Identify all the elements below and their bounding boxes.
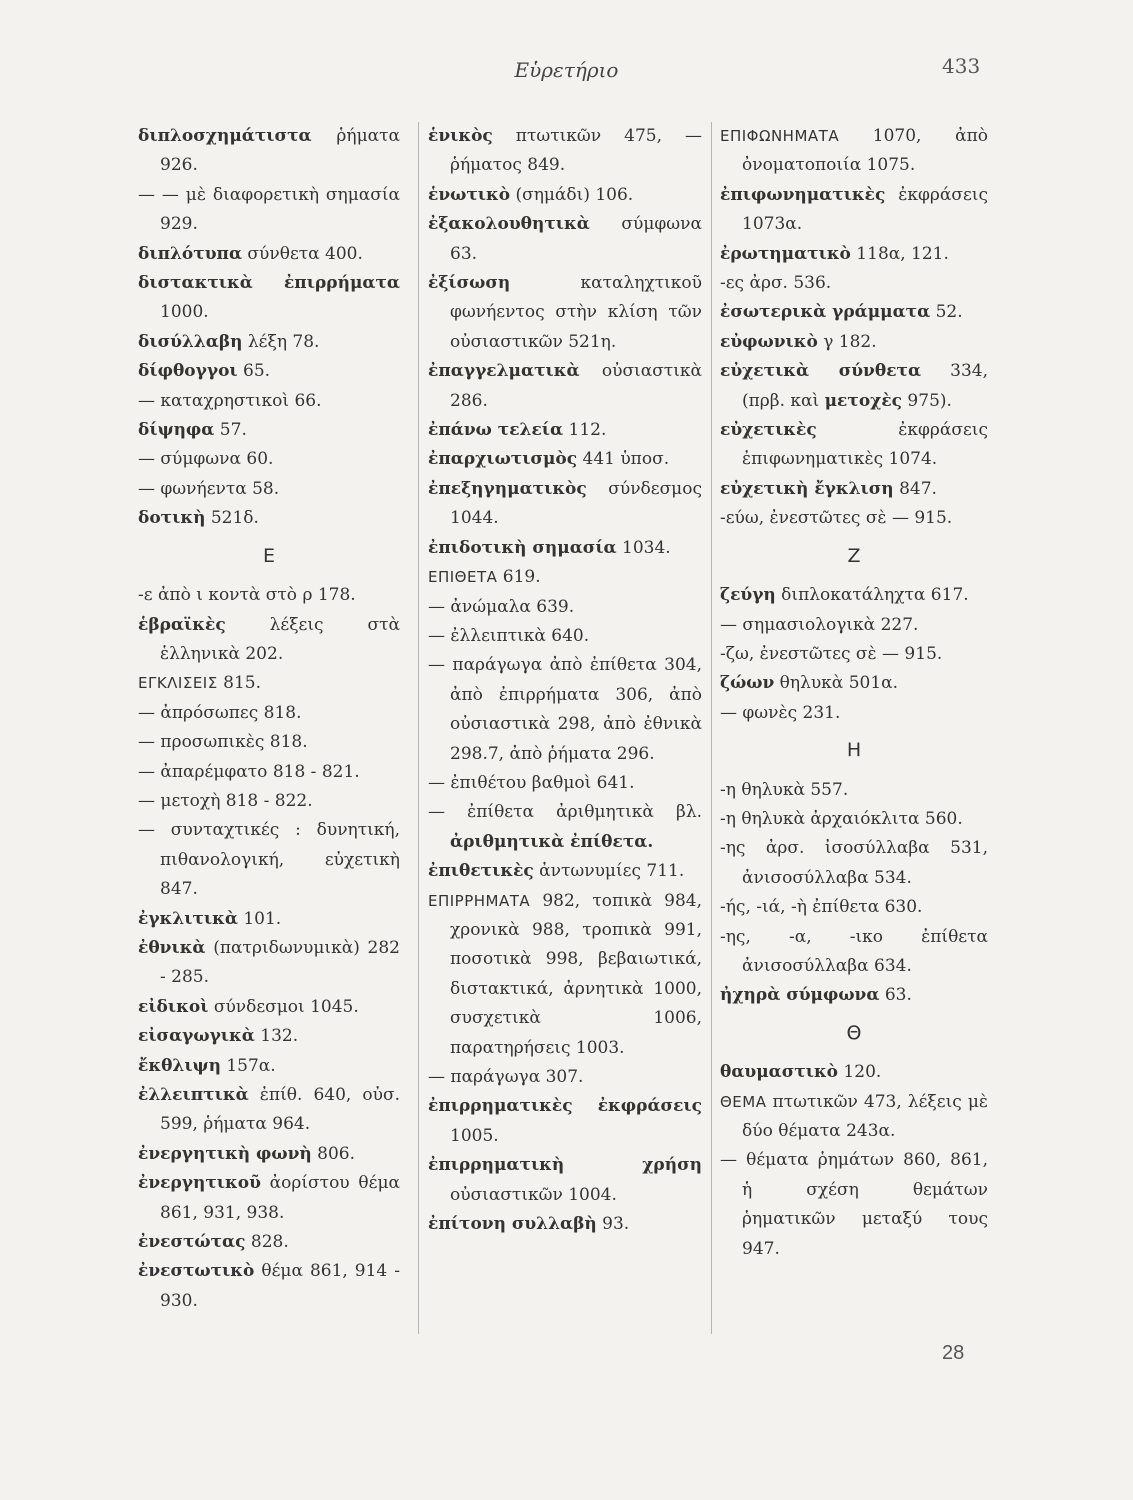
entry-term: ἐπιρρηματικὲς ἐκφράσεις [428,1096,702,1117]
entry-refs: 52. [930,302,963,323]
entry-refs: — φωνὲς 231. [720,702,841,723]
index-entry [138,728,400,757]
index-entry [428,887,702,1063]
index-entry [720,611,988,640]
signature-mark: 28 [942,1342,965,1364]
index-entry [428,122,702,181]
entry-refs: λέξη 78. [242,331,320,352]
entry-refs: — φωνήεντα 58. [138,478,280,499]
entry-refs: — ἐλλειπτικὰ 640. [428,625,590,646]
entry-refs: — ἐπίθετα ἀριθμητικὰ βλ. [428,802,702,823]
index-entry [138,1022,400,1051]
entry-term: εὐχετικὴ ἔγκλιση [720,478,894,499]
entry-refs: 815. [217,673,261,694]
entry-term: ἐπιφωνηματικὲς [720,184,886,205]
index-entry [428,357,702,416]
entry-refs: (πατριδωνυμικὰ) 282 - 285. [160,937,400,988]
entry-term: δίψηφα [138,420,215,441]
entry-refs: 112. [563,420,607,441]
entry-refs: — ἀπαρέμφατο 818 - 821. [138,761,360,782]
index-entry [720,699,988,728]
entry-term: εὐχετικὰ σύνθετα [720,361,922,382]
entry-cross-ref: ἀριθμητικὰ ἐπίθετα. [450,831,654,852]
entry-term: ζώων [720,673,775,694]
index-entry [428,210,702,269]
entry-refs: ῥήματα 926. [160,126,400,176]
index-entry [138,387,400,416]
index-entry [138,504,400,533]
entry-refs: πτωτικῶν 475, — ῥήματος 849. [450,126,702,176]
page-number: 433 [942,54,981,78]
index-entry [720,1088,988,1147]
entry-refs: λέξεις στὰ ἑλληνικὰ 202. [160,614,400,664]
entry-term: εἰσαγωγικὰ [138,1026,255,1047]
entry-term: ἑνωτικὸ [428,184,511,205]
entry-term: δισύλλαβη [138,331,243,352]
entry-refs: οὐσιαστικὰ 286. [450,361,702,411]
entry-refs: θέμα 861, 914 - 930. [160,1261,400,1311]
entry-refs: 847. [893,478,937,499]
index-entry [720,776,988,805]
entry-heading-caps: ΕΠΙΦΩΝΗΜΑΤΑ [720,127,840,145]
index-entry [428,1151,702,1210]
column-divider [418,122,419,1334]
index-entry [428,798,702,857]
entry-refs: -ης ἀρσ. ἰσοσύλλαβα 531, ἀνισοσύλλαβα 534. [720,838,988,888]
index-entry [138,669,400,698]
entry-refs: -η θηλυκὰ ἀρχαιόκλιτα 560. [720,808,963,829]
entry-refs: -ε ἀπὸ ι κοντὰ στὸ ρ 178. [138,585,356,606]
index-entry [138,816,400,904]
entry-refs: 1000. [160,302,209,323]
entry-refs: 982, τοπικὰ 984, χρονικὰ 988, τροπικὰ 991, ποσοτικὰ 998, βεβαιωτικά, διστακτικά, ἀρνητικὰ 1000, συσχετικὰ 1006, παρατηρήσεις 1003. [450,890,702,1058]
entry-term: ἐπαρχιωτισμὸς [428,449,578,470]
index-entry [720,475,988,504]
entry-refs: — παράγωγα ἀπὸ ἐπίθετα 304, ἀπὸ ἐπιρρήματα 306, ἀπὸ οὐσιαστικὰ 298, ἀπὸ ἐθνικὰ 298.7, ἀπὸ ῥήματα 296. [428,655,702,764]
entry-refs: (σημάδι) 106. [510,184,634,205]
entry-refs: — ἀπρόσωπες 818. [138,702,302,723]
index-entry [138,181,400,240]
index-entry [720,240,988,269]
index-entry [428,1092,702,1151]
entry-term: ἐγκλιτικὰ [138,908,238,929]
index-entry [720,357,988,416]
entry-term: ἐνεστωτικὸ [138,1261,255,1282]
entry-refs: — ἀνώμαλα 639. [428,596,575,617]
index-entry [428,651,702,769]
entry-term: ἐπιθετικὲς [428,861,534,882]
entry-refs: — — μὲ διαφορετικὴ σημασία 929. [138,184,400,235]
index-entry [428,1210,702,1239]
index-entry [138,611,400,670]
entry-term: ἐπεξηγηματικὸς [428,478,587,499]
entry-refs-tail: 975). [902,390,952,411]
entry-refs: 806. [311,1143,356,1164]
index-entry [720,1146,988,1264]
index-entry [428,181,702,210]
entry-refs: -ες ἀρσ. 536. [720,273,832,294]
entry-refs: 65. [237,361,271,382]
entry-term: ἐθνικὰ [138,937,206,958]
index-column-1 [138,122,400,1334]
index-entry [138,357,400,386]
entry-term: ζεύγη [720,585,776,606]
index-entry [138,993,400,1022]
entry-term: διστακτικὰ ἐπιρρήματα [138,273,400,294]
index-entry [138,475,400,504]
index-entry [428,475,702,534]
section-letter: Η [846,739,862,762]
section-letter: Θ [846,1021,862,1044]
entry-term: ἐρωτηματικὸ [720,243,851,264]
entry-term: ἐξακολουθητικὰ [428,214,590,235]
index-entry [720,981,988,1010]
entry-refs: — καταχρηστικοὶ 66. [138,390,322,411]
index-entry [138,416,400,445]
entry-refs: -ης, -α, -ικο ἐπίθετα ἀνισοσύλλαβα 634. [720,926,988,976]
entry-refs: 120. [838,1062,882,1083]
entry-term: εὐφωνικὸ [720,331,818,352]
entry-refs: σύμφωνα 63. [450,214,702,264]
entry-refs: -εύω, ἐνεστῶτες σὲ — 915. [720,508,953,529]
index-entry [720,581,988,610]
entry-refs: διπλοκατάληχτα 617. [775,585,969,606]
entry-heading-caps: ΕΠΙΘΕΤΑ [428,568,498,587]
index-entry [720,416,988,475]
entry-refs: 57. [214,420,247,441]
index-entry [138,787,400,816]
index-entry [720,640,988,669]
entry-refs: 1034. [616,537,671,558]
index-entry [428,416,702,445]
entry-refs: 118α, 121. [850,243,949,264]
index-entry [428,445,702,474]
entry-term: εὐχετικὲς [720,420,817,441]
entry-refs: σύνδεσμοι 1045. [208,996,359,1017]
index-entry [428,593,702,622]
index-entry [138,758,400,787]
entry-term: ἐνεργητικοῦ [138,1173,261,1194]
entry-refs: — παράγωγα 307. [428,1067,584,1087]
entry-refs: σύνδεσμος 1044. [450,478,702,529]
index-entry [720,1058,988,1087]
index-entry [138,240,400,269]
entry-refs: γ 182. [817,331,877,352]
entry-refs: 619. [497,567,541,588]
index-entry [720,122,988,181]
index-entry [138,1140,400,1169]
entry-term: ἐνεστώτας [138,1232,246,1253]
index-entry [428,563,702,592]
index-entry [428,857,702,886]
entry-refs: — σύμφωνα 60. [138,449,274,470]
entry-refs: θηλυκὰ 501α. [774,673,899,694]
index-entry [138,1081,400,1140]
index-entry [720,298,988,327]
entry-refs: ἐκφράσεις 1073α. [742,184,988,235]
entry-refs: 441 ὑποσ. [577,449,670,470]
index-entry [720,328,988,357]
index-entry [138,581,400,610]
entry-refs: -ζω, ἐνεστῶτες σὲ — 915. [720,643,943,664]
entry-term: ἐπίτονη συλλαβὴ [428,1214,597,1235]
entry-refs: ἐκφράσεις ἐπιφωνηματικὲς 1074. [742,420,988,470]
entry-refs: ἀορίστου θέμα 861, 931, 938. [160,1173,400,1223]
index-entry [428,622,702,651]
index-column-2 [428,122,702,1334]
entry-cross-ref: μετοχὲς [824,390,903,411]
index-entry [428,269,702,357]
entry-heading-caps: ΕΓΚΛΙΣΕΙΣ [138,674,218,693]
entry-term: θαυμαστικὸ [720,1062,839,1083]
index-entry [138,1228,400,1257]
section-letter: Ζ [847,544,861,567]
entry-refs: 157α. [220,1055,276,1076]
index-entry [720,181,988,240]
index-entry [138,934,400,993]
entry-refs: ἐπίθ. 640, οὐσ. 599, ῥήματα 964. [160,1085,400,1135]
entry-term: ἐξίσωση [428,273,511,294]
entry-term: ἐπαγγελματικὰ [428,361,580,382]
index-column-3 [720,122,988,1334]
entry-refs: 93. [596,1214,630,1235]
index-entry [138,269,400,328]
entry-refs: — μετοχὴ 818 - 822. [138,790,313,811]
entry-term: ἐπιρρηματικὴ χρήση [428,1155,702,1176]
index-entry [138,699,400,728]
entry-term: ἐπάνω τελεία [428,420,564,441]
entry-refs: πτωτικῶν 473, λέξεις μὲ δύο θέματα 243α. [742,1091,988,1141]
running-header: Εὑρετήριο [514,58,619,82]
index-entry [428,1063,702,1092]
index-entry [720,893,988,922]
entry-term: δίφθογγοι [138,361,238,382]
entry-term: ἠχηρὰ σύμφωνα [720,985,880,1006]
entry-refs: σύνθετα 400. [242,243,363,264]
entry-term: ἐσωτερικὰ γράμματα [720,302,931,323]
entry-term: διπλοσχημάτιστα [138,126,312,146]
entry-refs: 1005. [450,1125,499,1146]
index-entry [720,669,988,698]
entry-refs: ἀντωνυμίες 711. [533,861,685,882]
entry-refs: 521δ. [205,508,259,529]
column-divider [711,122,712,1334]
entry-refs: — θέματα ῥημάτων 860, 861, ἡ σχέση θεμάτων ῥηματικῶν μεταξύ τους 947. [720,1150,988,1259]
entry-term: ἔκθλιψη [138,1055,221,1076]
entry-term: εἰδικοὶ [138,996,209,1017]
entry-term: ἐπιδοτικὴ σημασία [428,537,617,558]
index-entry [138,1257,400,1316]
index-entry [428,769,702,798]
entry-refs: — συνταχτικές : δυνητική, πιθανολογική, εὐχετικὴ 847. [138,820,400,900]
index-entry [138,905,400,934]
index-entry [720,269,988,298]
index-entry [138,328,400,357]
entry-refs: οὐσιαστικῶν 1004. [450,1184,617,1205]
entry-term: διπλότυπα [138,243,243,264]
entry-refs: καταληχτικοῦ φωνήεντος στὴν κλίση τῶν οὐσιαστικῶν 521η. [450,273,702,352]
entry-term: ἑνικὸς [428,126,493,146]
entry-heading-caps: ΕΠΙΡΡΗΜΑΤΑ [428,891,531,910]
entry-refs: 132. [254,1026,299,1047]
index-entry [138,1052,400,1081]
entry-term: ἐνεργητικὴ φωνὴ [138,1143,312,1164]
index-entry [138,122,400,181]
entry-refs: — σημασιολογικὰ 227. [720,614,919,635]
entry-refs: — προσωπικὲς 818. [138,732,308,753]
entry-refs: 334, (πρβ. καὶ [742,361,988,411]
entry-refs: 101. [237,908,282,929]
index-entry [720,805,988,834]
index-entry [720,923,988,982]
entry-refs: -ής, -ιά, -ὴ ἐπίθετα 630. [720,897,923,918]
index-entry [720,504,988,533]
entry-term: ἐλλειπτικὰ [138,1085,249,1105]
entry-refs: 63. [879,985,912,1006]
entry-refs: — ἐπιθέτου βαθμοὶ 641. [428,772,635,793]
index-entry [720,834,988,893]
entry-heading-caps: ΘΕΜΑ [720,1092,767,1111]
index-entry [138,1169,400,1228]
entry-refs: 1070, ἀπὸ ὀνοματοποιία 1075. [742,126,988,176]
index-entry [138,445,400,474]
entry-refs: 828. [245,1232,289,1253]
entry-refs: -η θηλυκὰ 557. [720,779,849,800]
index-entry [428,534,702,563]
section-letter: Ε [262,544,275,567]
entry-term: ἑβραϊκὲς [138,614,226,635]
entry-term: δοτικὴ [138,508,206,529]
